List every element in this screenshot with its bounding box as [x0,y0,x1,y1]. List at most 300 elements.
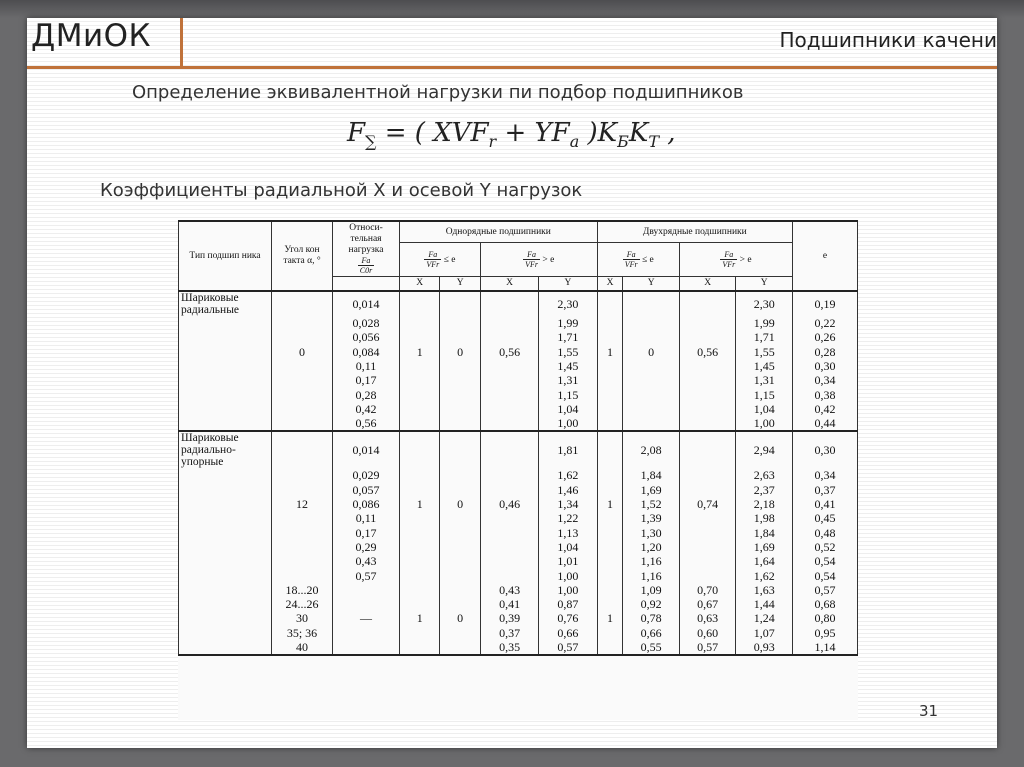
table-row [179,468,858,482]
table-cell: 0,76 [539,611,597,625]
table-cell [179,316,272,330]
table-cell [272,373,333,387]
table-cell [679,359,736,373]
table-cell [480,316,538,330]
table-cell: 0,46 [480,497,538,511]
table-cell: 0,28 [793,345,858,359]
table-cell: 1,62 [736,569,793,583]
table-cell [480,416,538,431]
table-cell [272,388,333,402]
table-cell: 2,30 [539,291,597,316]
table-cell [597,526,623,540]
table-cell: 2,08 [623,431,680,468]
table-cell: 0,057 [333,483,400,497]
table-cell: 0,67 [679,597,736,611]
table-cell [440,540,480,554]
table-cell [440,431,480,468]
table-cell: 0,56 [679,345,736,359]
table-cell: 1,16 [623,554,680,568]
table-cell [440,597,480,611]
table-cell: 0 [440,345,480,359]
table-cell [272,416,333,431]
table-cell [440,583,480,597]
formula-lhs-sub: ∑ [365,132,377,152]
table-row [179,291,858,316]
table-cell: 0,30 [793,359,858,373]
table-cell: 1 [400,497,440,511]
table-cell [480,359,538,373]
table-cell: 0,42 [793,402,858,416]
table-cell [272,402,333,416]
table-cell [440,291,480,316]
table-row [179,373,858,387]
table-cell [440,511,480,525]
table-row [179,483,858,497]
table-cell: 1,09 [623,583,680,597]
table-cell [272,540,333,554]
table-cell [623,373,680,387]
single-le-x-header: X [400,277,440,291]
table-cell [679,316,736,330]
table-cell [597,373,623,387]
table-cell [179,526,272,540]
table-cell [400,554,440,568]
table-row [179,511,858,525]
table-cell [179,640,272,655]
table-cell [480,569,538,583]
table-cell [597,330,623,344]
table-cell [440,402,480,416]
table-cell: 0 [272,345,333,359]
table-cell [679,291,736,316]
table-cell [597,554,623,568]
table-cell: 1,01 [539,554,597,568]
table-body [179,291,858,655]
table-cell [480,402,538,416]
table-cell: 0,084 [333,345,400,359]
table-cell: 0,34 [793,373,858,387]
table-cell [179,540,272,554]
table-cell [272,483,333,497]
table-cell: 0,56 [480,345,538,359]
table-cell [597,540,623,554]
table-cell [440,569,480,583]
table-cell [440,330,480,344]
coefficient-table-scan [178,220,858,720]
table-cell: 0,086 [333,497,400,511]
table-cell: 0,57 [793,583,858,597]
table-cell [179,416,272,431]
table-cell: 2,63 [736,468,793,482]
table-cell [440,554,480,568]
table-cell: 1,30 [623,526,680,540]
table-cell: 0,92 [623,597,680,611]
table-cell: 1,63 [736,583,793,597]
table-cell [480,388,538,402]
table-cell: 0,93 [736,640,793,655]
table-cell [179,345,272,359]
table-cell [179,388,272,402]
table-cell [679,416,736,431]
fa-c0r-fraction: $\frac{Fa}{C0r}$ [359,255,373,275]
single-gt-x-header: X [480,277,538,291]
single-row-header: Однорядные подшипники [400,221,598,243]
table-cell [272,431,333,468]
table-cell: 1,55 [539,345,597,359]
table-cell: 0,38 [793,388,858,402]
table-cell: 0,11 [333,359,400,373]
table-cell: 0,014 [333,291,400,316]
table-cell: 0,95 [793,626,858,640]
table-cell: 1,55 [736,345,793,359]
table-cell: 0,28 [333,388,400,402]
table-row [179,583,858,597]
table-cell: 0,70 [679,583,736,597]
table-cell: 2,37 [736,483,793,497]
table-cell [333,597,400,611]
table-cell: 1,98 [736,511,793,525]
table-cell: 0,42 [333,402,400,416]
table-cell [400,291,440,316]
table-cell: 1,71 [736,330,793,344]
table-cell [480,373,538,387]
formula-kt-sub: T [648,132,659,152]
table-cell [272,359,333,373]
table-cell [179,468,272,482]
table-cell: 0,57 [679,640,736,655]
brand-divider [180,18,183,66]
table-cell: 40 [272,640,333,655]
table-cell [597,626,623,640]
table-cell: 1,69 [623,483,680,497]
table-cell [597,416,623,431]
table-cell [400,526,440,540]
table-cell: 24...26 [272,597,333,611]
table-cell [400,483,440,497]
table-cell: 1,00 [736,416,793,431]
formula-fa-sub: a [569,132,580,152]
table-cell [179,511,272,525]
table-cell: 1,34 [539,497,597,511]
table-cell [597,569,623,583]
table-cell: 0,19 [793,291,858,316]
table-row [179,359,858,373]
table-cell [179,373,272,387]
table-cell [272,468,333,482]
table-cell: 1,99 [539,316,597,330]
table-cell: Шариковые радиальные [179,291,272,316]
table-cell [597,291,623,316]
table-cell [400,330,440,344]
table-cell: 1,14 [793,640,858,655]
table-cell: 0,056 [333,330,400,344]
table-cell [440,626,480,640]
slide-frame-top [0,0,1024,18]
formula-plus: + YF [496,118,570,148]
table-cell: 0,39 [480,611,538,625]
table-cell [623,416,680,431]
double-gt-x-header: X [679,277,736,291]
single-gt-e-header: $\frac{Fa}{\text{VFr}}$ > e [480,243,597,277]
table-cell: 1,45 [539,359,597,373]
table-row [179,626,858,640]
table-cell [623,291,680,316]
table-cell: 0,17 [333,373,400,387]
table-cell [400,431,440,468]
table-cell [400,402,440,416]
table-cell [440,373,480,387]
table-cell [480,468,538,482]
table-cell: 0,26 [793,330,858,344]
table-cell [623,359,680,373]
table-cell: 0,54 [793,569,858,583]
table-cell [400,468,440,482]
table-cell: 0 [623,345,680,359]
slide-topic: Подшипники качени [779,28,997,52]
table-cell [597,640,623,655]
table-cell [272,526,333,540]
table-cell [597,431,623,468]
table-cell [179,359,272,373]
table-cell [679,540,736,554]
table-cell [480,526,538,540]
header-rule [27,66,997,69]
col-angle-header: Угол кон такта α, ° [272,221,333,291]
table-cell: 12 [272,497,333,511]
table-cell [179,554,272,568]
double-gt-y-header: Y [736,277,793,291]
col-rel-load-header [333,221,400,277]
table-row [179,554,858,568]
double-le-x-header: X [597,277,623,291]
table-cell: 0 [440,497,480,511]
table-row [179,316,858,330]
table-cell [179,597,272,611]
table-row [179,569,858,583]
table-cell [480,540,538,554]
table-cell: 1,00 [539,569,597,583]
table-cell: 0,52 [793,540,858,554]
table-cell: 0,29 [333,540,400,554]
table-cell: 0,56 [333,416,400,431]
table-cell [333,640,400,655]
table-cell: 0,43 [333,554,400,568]
table-cell [597,388,623,402]
single-le-e-header: $\frac{Fa}{\text{VFr}}$ ≤ e [400,243,481,277]
table-cell: 1,39 [623,511,680,525]
heading-coefficients: Коэффициенты радиальной X и осевой Y нагрузок [100,180,583,201]
table-cell: 35; 36 [272,626,333,640]
table-cell: 0,63 [679,611,736,625]
table-cell [679,402,736,416]
table-cell [179,497,272,511]
table-cell [679,373,736,387]
table-cell: 0,78 [623,611,680,625]
table-cell [597,511,623,525]
table-cell: 0,41 [480,597,538,611]
table-cell [400,373,440,387]
table-cell: 1,31 [736,373,793,387]
table-cell: 1,71 [539,330,597,344]
table-cell: 1,46 [539,483,597,497]
table-cell: 0,17 [333,526,400,540]
table-cell: 0,44 [793,416,858,431]
table-cell: 1,04 [736,402,793,416]
table-cell [480,330,538,344]
table-cell [679,526,736,540]
formula-fr-sub: r [488,132,497,152]
equivalent-load-formula [347,118,676,151]
table-cell: 0,55 [623,640,680,655]
table-cell: 0,22 [793,316,858,330]
table-cell: 30 [272,611,333,625]
table-row [179,431,858,468]
table-cell [480,291,538,316]
brand-title: ДМиОК [31,18,152,54]
table-cell: 1,45 [736,359,793,373]
single-le-y-header: Y [440,277,480,291]
table-cell: 1,69 [736,540,793,554]
table-cell [179,483,272,497]
table-cell: 1 [597,611,623,625]
table-cell [272,569,333,583]
table-cell [597,316,623,330]
table-cell [440,483,480,497]
table-cell: 0,87 [539,597,597,611]
table-cell [179,330,272,344]
table-cell [440,359,480,373]
table-cell [179,611,272,625]
table-cell: 1,15 [736,388,793,402]
single-gt-y-header: Y [539,277,597,291]
table-cell: 1,00 [539,416,597,431]
table-cell [400,597,440,611]
table-cell [679,431,736,468]
table-cell [623,388,680,402]
double-le-e-header: $\frac{Fa}{\text{VFr}}$ ≤ e [597,243,679,277]
table-cell: 0,34 [793,468,858,482]
table-cell: 0,35 [480,640,538,655]
table-cell [623,316,680,330]
table-cell [480,483,538,497]
table-cell: 1,52 [623,497,680,511]
table-cell [333,583,400,597]
table-cell: 0,48 [793,526,858,540]
table-cell: 0,41 [793,497,858,511]
table-cell [440,526,480,540]
table-cell [597,468,623,482]
table-cell: 0 [440,611,480,625]
table-cell [272,316,333,330]
table-cell: 0,37 [793,483,858,497]
table-cell: 0,57 [333,569,400,583]
table-cell: 1,84 [736,526,793,540]
table-cell: 1,81 [539,431,597,468]
table-cell [480,431,538,468]
table-cell: 18...20 [272,583,333,597]
table-cell: 1 [597,345,623,359]
table-row [179,330,858,344]
formula-tail: , [658,118,676,148]
table-cell [400,569,440,583]
table-cell: 1,04 [539,402,597,416]
table-cell [440,416,480,431]
slide [27,18,997,748]
table-cell: 2,18 [736,497,793,511]
table-cell: 1,16 [623,569,680,583]
table-cell [400,359,440,373]
table-cell: 1,20 [623,540,680,554]
heading-equivalent-load: Определение эквивалентной нагрузки пи подбор подшипников [132,82,744,103]
table-cell: 1,64 [736,554,793,568]
table-cell: 0,43 [480,583,538,597]
table-cell: 0,66 [539,626,597,640]
table-cell [679,468,736,482]
table-cell: 0,68 [793,597,858,611]
table-cell [400,316,440,330]
table-cell [400,511,440,525]
table-cell: 0,57 [539,640,597,655]
table-cell [440,316,480,330]
table-cell: Шариковые радиально- упорные [179,431,272,468]
table-cell: 1,22 [539,511,597,525]
table-row [179,597,858,611]
table-cell [679,511,736,525]
table-cell [179,626,272,640]
table-cell: 1,07 [736,626,793,640]
table-row [179,640,858,655]
table-cell [480,554,538,568]
table-cell: 1,00 [539,583,597,597]
table-cell: 1,13 [539,526,597,540]
table-row [179,611,858,625]
table-cell: 0,45 [793,511,858,525]
table-row [179,526,858,540]
table-row [179,540,858,554]
table-cell [272,554,333,568]
page-number: 31 [919,702,939,720]
formula-kb-sub: Б [617,132,629,152]
formula-k: K [628,118,649,148]
table-cell: 1,84 [623,468,680,482]
table-cell [679,554,736,568]
table-cell: 1 [400,345,440,359]
table-cell: 0,54 [793,554,858,568]
formula-close: )K [579,118,618,148]
formula-eq: = ( XVF [376,118,489,148]
table-cell [400,583,440,597]
double-gt-e-header: $\frac{Fa}{\text{VFr}}$ > e [679,243,792,277]
table-cell [179,583,272,597]
table-cell [679,483,736,497]
table-row [179,345,858,359]
table-cell: 0,66 [623,626,680,640]
table-cell: 0,37 [480,626,538,640]
table-cell: 1,04 [539,540,597,554]
table-cell [679,388,736,402]
table-cell [679,569,736,583]
table-cell: 2,94 [736,431,793,468]
table-cell: 1,99 [736,316,793,330]
table-cell [623,330,680,344]
table-cell: 1,62 [539,468,597,482]
col-type-header: Тип подшип ника [179,221,272,291]
table-cell: 0,014 [333,431,400,468]
table-cell [179,569,272,583]
coefficient-table [178,220,858,656]
table-cell: 0,029 [333,468,400,482]
table-cell [597,597,623,611]
